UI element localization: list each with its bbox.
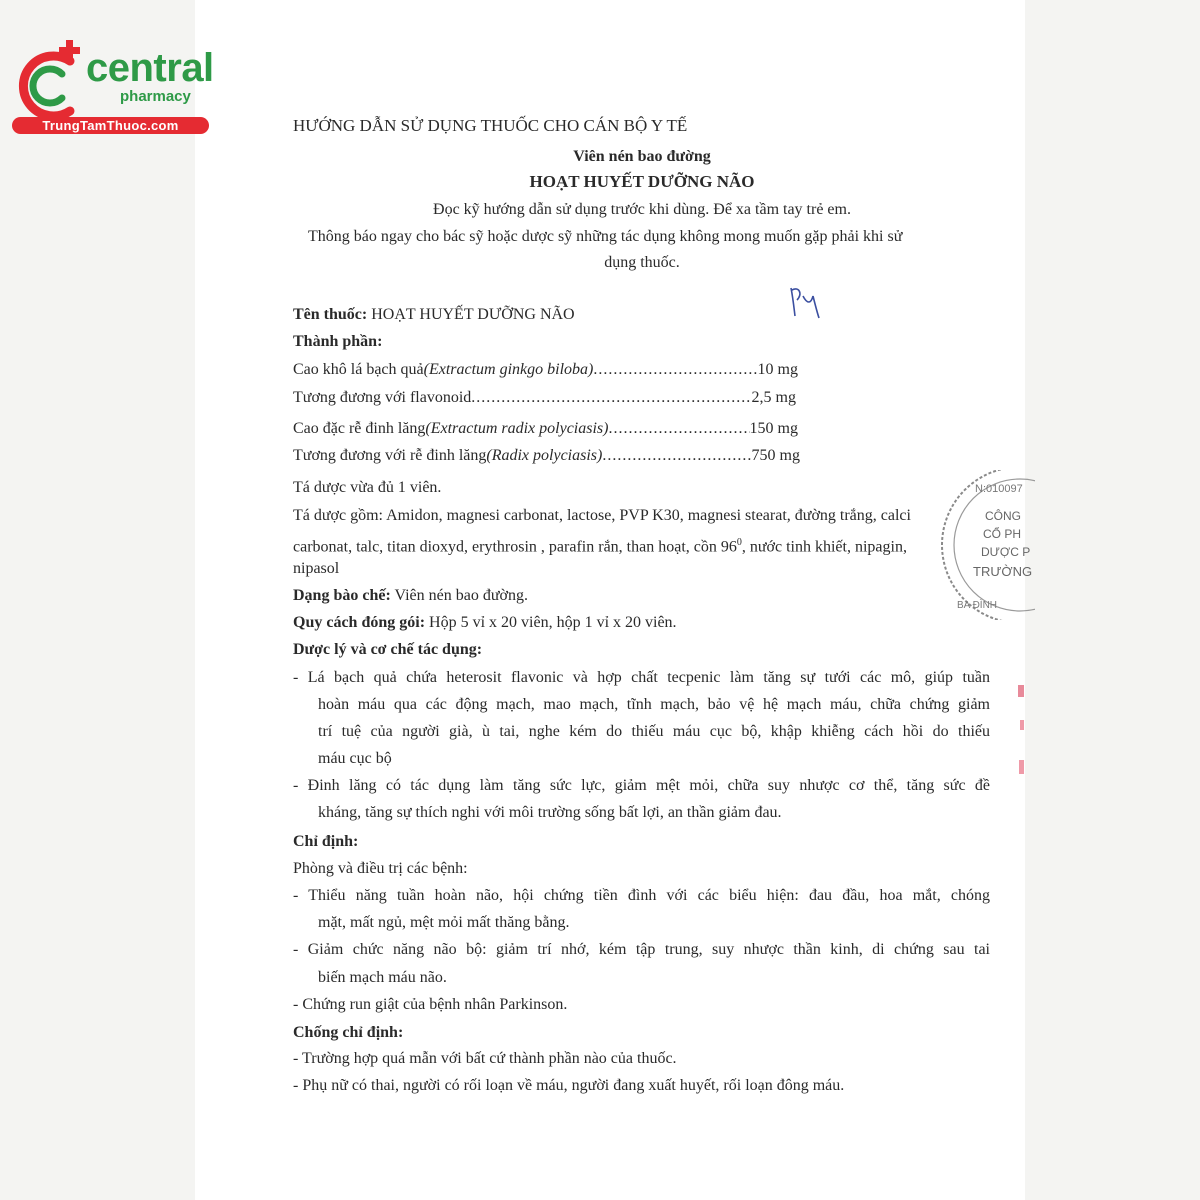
ingredient-row	[293, 446, 800, 466]
pack-row	[293, 613, 677, 633]
indication-2-line-2: biến mạch máu não.	[318, 969, 447, 986]
excipients-line-1: Tá dược gồm: Amidon, magnesi carbonat, lactose, PVP K30, magnesi stearat, đường trắng, calci	[293, 507, 911, 524]
pharmacology-1-line-1: - Lá bạch quả chứa heterosit flavonic và hợp chất tecpenic làm tăng sự tưới các mô, giúp tuần	[293, 669, 990, 686]
logo-name: central	[86, 46, 214, 90]
form-value: Viên nén bao đường.	[390, 587, 528, 604]
stamp-line-2: CỔ PH	[983, 527, 1022, 541]
indication-1-line-2: mặt, mất ngủ, mệt mỏi mất thăng bằng.	[318, 914, 570, 931]
drug-name-value: HOẠT HUYẾT DƯỠNG NÃO	[367, 306, 575, 323]
degree-superscript: 0	[736, 537, 742, 548]
indication-2-line-1: - Giảm chức năng não bộ: giảm trí nhớ, kém tập trung, suy nhược thần kinh, di chứng sau tai	[293, 941, 990, 958]
logo-website[interactable]: TrungTamThuoc.com	[12, 117, 209, 134]
ingredient-name: Cao khô lá bạch quả	[293, 361, 424, 378]
ingredient-latin: (Radix polyciasis)	[486, 447, 603, 464]
pharmacology-2-line-2: kháng, tăng sự thích nghi với môi trường sống bất lợi, an thần giảm đau.	[318, 804, 782, 821]
leader-dots	[471, 388, 751, 408]
excipients-line-2a: carbonat, talc, titan dioxyd, erythrosin , parafin rắn, than hoạt, cồn 96	[293, 538, 737, 556]
indications-label: Chỉ định:	[293, 833, 359, 850]
leader-dots	[602, 446, 751, 466]
ingredient-latin: (Extractum radix polyciasis)	[425, 420, 609, 437]
ingredient-name: Tương đương với flavonoid	[293, 389, 472, 406]
ingredient-row	[293, 419, 798, 439]
stamp-number: N:010097	[975, 483, 1023, 495]
ingredient-row	[293, 360, 798, 380]
form-label: Dạng bào chế:	[293, 587, 391, 604]
stamp-line-4: TRƯỜNG	[973, 564, 1033, 579]
pack-value: Hộp 5 vỉ x 20 viên, hộp 1 vỉ x 20 viên.	[425, 614, 677, 631]
pharmacology-1-line-2: hoàn máu qua các động mạch, mao mạch, tĩnh mạch, bảo vệ hệ mạch máu, chữa chứng giảm	[318, 696, 990, 713]
company-stamp-icon	[935, 470, 1035, 620]
pack-label: Quy cách đóng gói:	[293, 614, 426, 631]
ingredient-amount: 150 mg	[749, 420, 798, 437]
ingredient-row	[293, 388, 796, 408]
excipients-line-3: nipasol	[293, 560, 340, 577]
form-row	[293, 586, 528, 606]
indications-intro: Phòng và điều trị các bệnh:	[293, 860, 468, 877]
indication-1-line-1: - Thiểu năng tuần hoàn não, hội chứng tiền đình với các biểu hiện: đau đầu, hoa mắt, chóng	[293, 887, 990, 904]
signature-mark-icon	[785, 282, 825, 322]
contraindication-2: - Phụ nữ có thai, người có rối loạn về máu, người đang xuất huyết, rối loạn đông máu.	[293, 1077, 845, 1094]
excipients-line-2b: , nước tinh khiết, nipagin,	[741, 538, 907, 556]
notice-line-1: Đọc kỹ hướng dẫn sử dụng trước khi dùng. Để xa tầm tay trẻ em.	[433, 201, 851, 218]
drug-name-row	[293, 305, 575, 325]
pharmacology-1-line-4: máu cục bộ	[318, 750, 392, 767]
ingredient-amount: 750 mg	[751, 447, 800, 464]
contraindication-1: - Trường hợp quá mẫn với bất cứ thành phần nào của thuốc.	[293, 1050, 677, 1067]
stamp-line-5: BA ĐÌNH	[957, 600, 998, 611]
ingredient-amount: 2,5 mg	[751, 389, 796, 406]
indication-3: - Chứng run giật của bệnh nhân Parkinson.	[293, 996, 568, 1013]
leader-dots	[608, 419, 749, 439]
notice-line-2b: dụng thuốc.	[604, 254, 680, 271]
leader-dots	[593, 360, 757, 380]
drug-name-label: Tên thuốc:	[293, 306, 368, 323]
document-subtitle: Viên nén bao đường	[573, 148, 711, 165]
stamp-line-3: DƯỢC P	[981, 545, 1031, 559]
excipient-line: Tá dược vừa đủ 1 viên.	[293, 479, 442, 496]
logo-subtitle: pharmacy	[120, 88, 191, 105]
ingredient-latin: (Extractum ginkgo biloba)	[423, 361, 594, 378]
stamp-line-1: CÔNG	[985, 509, 1021, 523]
notice-line-2: Thông báo ngay cho bác sỹ hoặc dược sỹ những tác dụng không mong muốn gặp phải khi sử	[308, 228, 903, 245]
ingredient-amount: 10 mg	[757, 361, 798, 378]
excipients-line-2	[293, 533, 907, 557]
ingredient-name: Cao đặc rễ đinh lăng	[293, 420, 426, 437]
contraindications-label: Chống chỉ định:	[293, 1024, 404, 1041]
pharmacology-label: Dược lý và cơ chế tác dụng:	[293, 641, 483, 658]
pharmacology-1-line-3: trí tuệ của người già, ù tai, nghe kém do thiếu máu cục bộ, khập khiễng cách hồi do thiếu	[318, 723, 990, 740]
composition-label: Thành phần:	[293, 333, 383, 350]
pharmacology-2-line-1: - Đinh lăng có tác dụng làm tăng sức lực, giảm mệt mỏi, chữa suy nhược cơ thể, tăng sức đề	[293, 777, 990, 794]
ingredient-name: Tương đương với rễ đinh lăng	[293, 447, 487, 464]
document-title: HOẠT HUYẾT DƯỠNG NÃO	[529, 172, 755, 191]
edge-marks-icon	[1010, 680, 1030, 790]
document-header: HƯỚNG DẪN SỬ DỤNG THUỐC CHO CÁN BỘ Y TẾ	[293, 116, 688, 135]
